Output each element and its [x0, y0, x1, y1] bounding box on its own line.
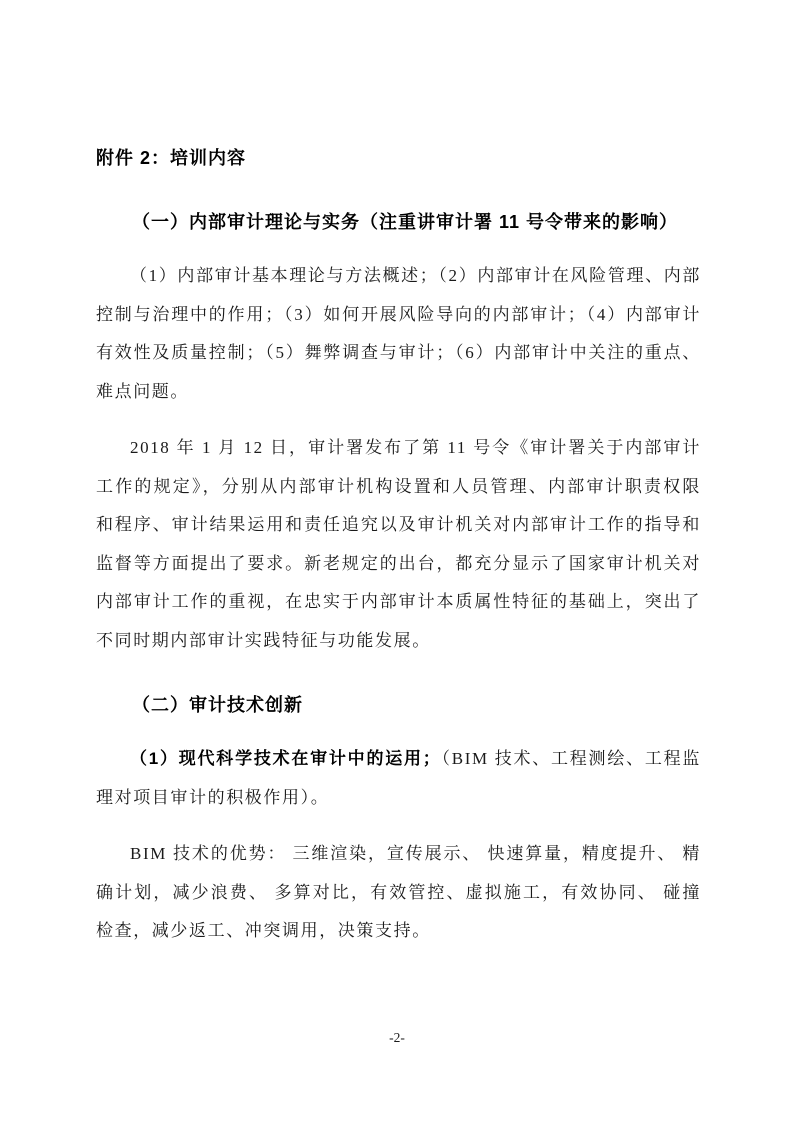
- section-1-paragraph-2: 2018 年 1 月 12 日，审计署发布了第 11 号令《审计署关于内部审计工作的规定》，分别从内部审计机构设置和人员管理、内部审计职责权限和程序、审计结果运用和责任追究以及审计机关对内部审计工作的指导和监督等方面提出了要求。新老规定的出台，都充分显示了国家审计机关对内部审计工作的重视，在忠实于内部审计本质属性特征的基础上，突出了不同时期内部审计实践特征与功能发展。: [96, 438, 701, 650]
- section-2-paragraph-1: BIM 技术的优势： 三维渲染，宣传展示、 快速算量，精度提升、 精确计划，减少浪费、 多算对比，有效管控、虚拟施工，有效协同、 碰撞检查，减少返工、冲突调用，决策支持。: [96, 844, 701, 940]
- section-1-paragraph-1: （1）内部审计基本理论与方法概述；（2）内部审计在风险管理、内部控制与治理中的作用；（3）如何开展风险导向的内部审计；（4）内部审计有效性及质量控制；（5）舞弊调查与审计；（6）内部审计中关注的重点、难点问题。: [96, 266, 701, 401]
- section-1-heading: （一）内部审计理论与实务（注重讲审计署 11 号令带来的影响）: [132, 212, 679, 232]
- section-2-heading: （二）审计技术创新: [132, 695, 303, 715]
- section-2-item-1-description: （BIM 技术、工程测绘、工程监理对项目审计的积极作用）。: [96, 749, 701, 807]
- section-2-item-1: [96, 740, 701, 817]
- page-number: -2-: [389, 1030, 405, 1045]
- section-2-item-1-bold-label: （1）现代科学技术在审计中的运用；: [130, 749, 442, 768]
- attachment-title: 附件 2：培训内容: [96, 148, 247, 168]
